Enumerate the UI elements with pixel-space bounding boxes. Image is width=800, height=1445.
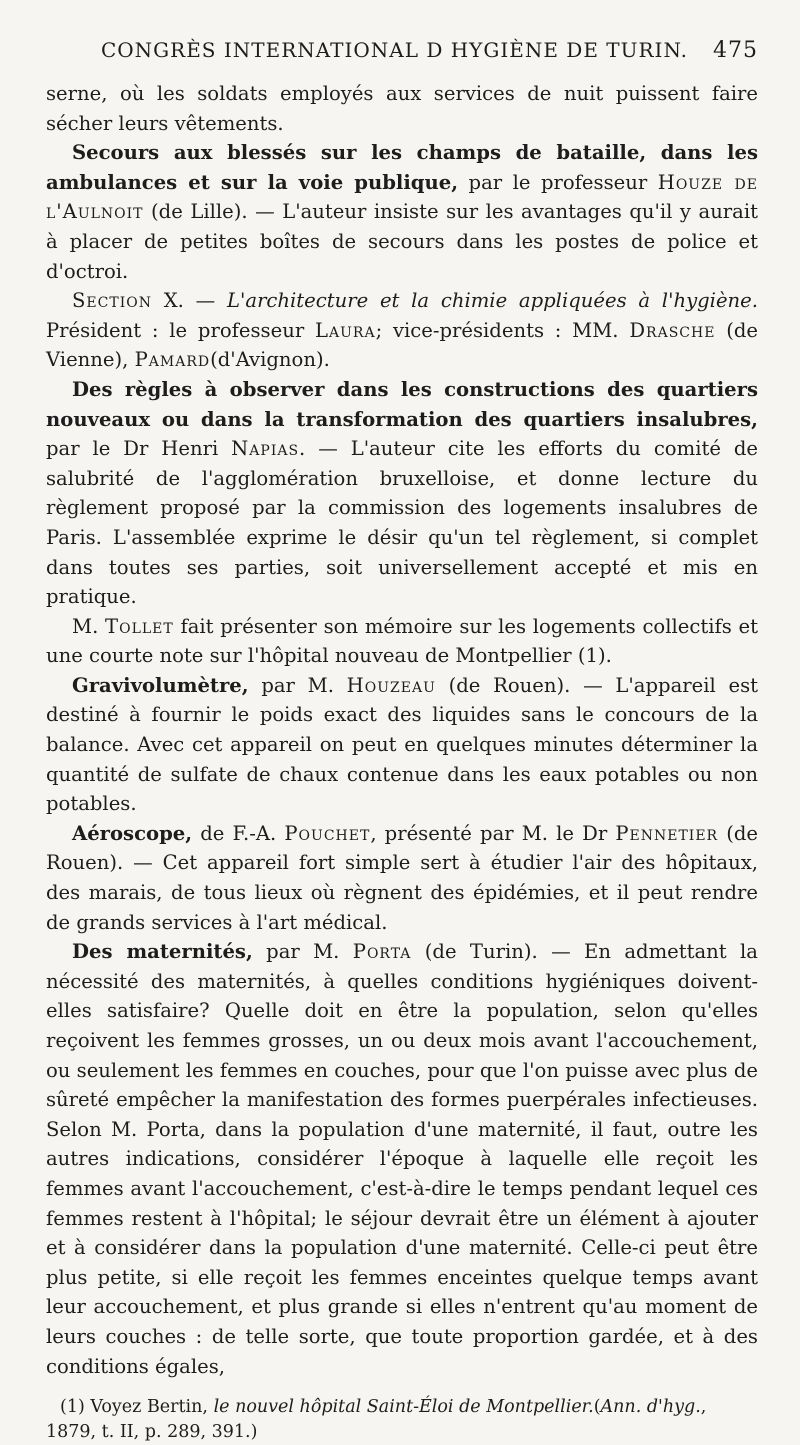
paragraph-section-x: Section X. — L'architecture et la chimie appliquées à l'hygiène. Président : le professeur Laura; vice-présidents : MM. Drasche (de Vienne), Pamard(d'Avignon). xyxy=(46,289,758,372)
heading-secours: Secours aux blessés sur les champs de bataille, dans les ambulances et sur la voie publique, xyxy=(46,141,758,194)
page-number: 475 xyxy=(713,38,758,63)
heading-aeroscope: Aéroscope, xyxy=(72,821,193,845)
running-title: CONGRÈS INTERNATIONAL D HYGIÈNE DE TURIN. xyxy=(100,38,689,62)
paragraph-1: serne, où les soldats employés aux services de nuit puissent faire sécher leurs vêtements. xyxy=(46,82,758,135)
heading-regles: Des règles à observer dans les constructions des quartiers nouveaux ou dans la transformation des quartiers insalubres, xyxy=(46,377,758,431)
footnote: (1) Voyez Bertin, le nouvel hôpital Saint-Éloi de Montpellier.(Ann. d'hyg., 1879, t. II, p. 289, 391.) xyxy=(46,1397,707,1443)
heading-maternites: Des maternités, xyxy=(72,940,253,964)
paragraph-gravivolumetre: Gravivolumètre, par M. Houzeau (de Rouen). — L'appareil est destiné à fournir le poids exact des liquides sans le concours de la balance. Avec cet appareil on peut en quelques minutes déterminer la quantité de sulfate de chaux contenue dans les eaux potables ou non potables. xyxy=(46,673,759,816)
paragraph-secours: Secours aux blessés sur les champs de bataille, dans les ambulances et sur la voie publique, par le professeur Houze de l'Aulnoit (de Lille). — L'auteur insiste sur les avantages qu'il y aurait à placer de petites boîtes de secours dans les postes de police et d'octroi. xyxy=(46,141,758,283)
paragraph-tollet: M. Tollet fait présenter son mémoire sur les logements collectifs et une courte note sur l'hôpital nouveau de Montpellier (1). xyxy=(46,614,758,668)
heading-gravivolumetre: Gravivolumètre, xyxy=(72,673,249,697)
author-houze: Houze de l'Aulnoit xyxy=(46,170,758,224)
running-header xyxy=(46,38,758,63)
paragraph-aeroscope: Aéroscope, de F.-A. Pouchet, présenté par M. le Dr Pennetier (de Rouen). — Cet appareil fort simple sert à étudier l'air des hôpitaux, des marais, de tous lieux où règnent des épidémies, et il peut rendre de grands services à l'art médical. xyxy=(46,821,758,934)
text-body xyxy=(46,79,758,1381)
paragraph-regles: Des règles à observer dans les constructions des quartiers nouveaux ou dans la transformation des quartiers insalubres, par le Dr Henri Napias. — L'auteur cite les efforts du comité de salubrité de l'agglomération bruxelloise, et donne lecture du règlement proposé par la commission des logements insalubres de Paris. L'assemblée exprime le désir qu'un tel règlement, si complet dans toutes ses parties, soit universellement accepté et mis en pratique. xyxy=(46,377,758,609)
section-title: L'architecture et la chimie appliquées à l'hygiène. xyxy=(226,289,758,313)
paragraph-maternites: Des maternités, par M. Porta (de Turin). — En admettant la nécessité des maternités, à quelles conditions hygiéniques doivent-elles satisfaire? Quelle doit en être la population, selon qu'elles reçoivent les femmes grosses, un ou deux mois avant l'accouchement, ou seulement les femmes en couches, pour que l'on puisse avec plus de sûreté empêcher la manifestation des formes puerpérales infectieuses. Selon M. Porta, dans la population d'une maternité, il faut, outre les autres indications, considérer l'époque à laquelle elle reçoit les femmes avant l'accouchement, c'est-à-dire le temps pendant lequel ces femmes restent à l'hôpital; le séjour devrait être un élément à ajouter et à considérer dans la population d'une maternité. Celle-ci peut être plus petite, si elle reçoit les femmes enceintes quelque temps avant leur accouchement, et plus grande si elles n'entrent qu'au moment de leurs couches : de telle sorte, que toute proportion gardée, et à des conditions égales, xyxy=(46,940,758,1378)
